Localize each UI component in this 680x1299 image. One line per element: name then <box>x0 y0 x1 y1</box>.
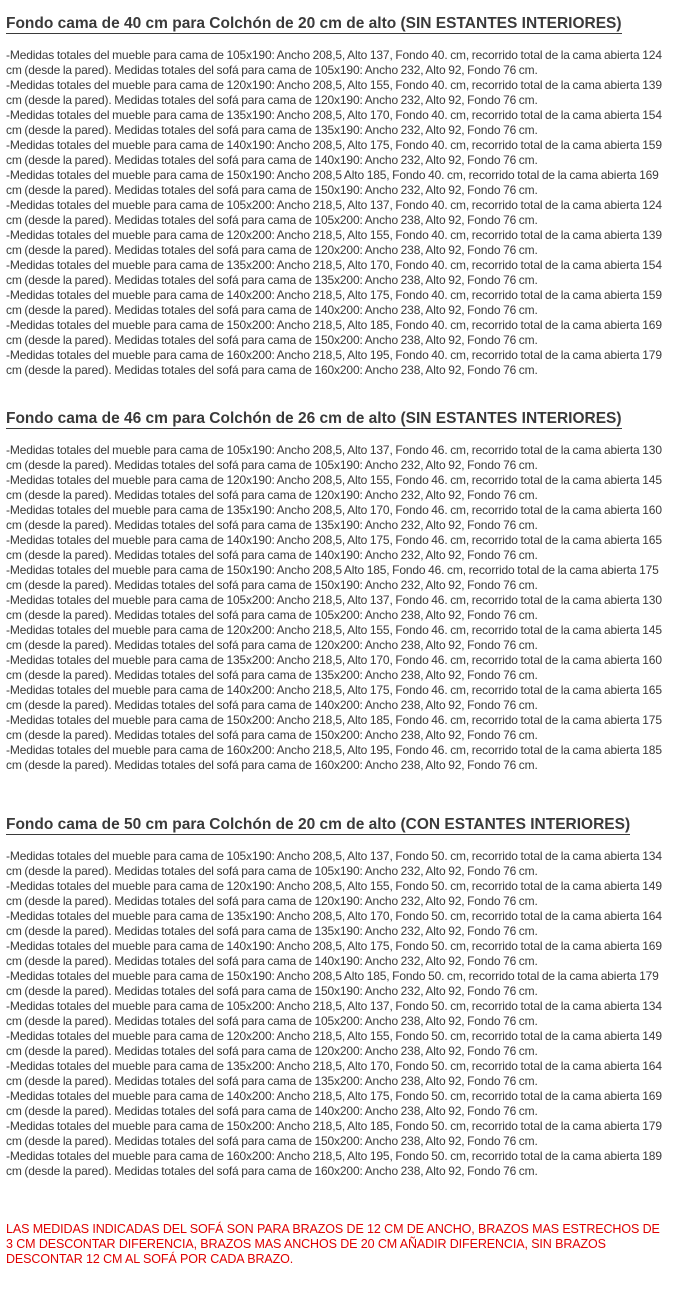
list-item: -Medidas totales del mueble para cama de 120x190: Ancho 208,5, Alto 155, Fondo 50. cm, recorrido total de la cama abierta 149 cm (desde la pared). Medidas totales del sofá para cama de 120x190: Ancho 232, Alto 92, Fondo 76 cm. <box>6 879 662 908</box>
sofa-measurements-notice: LAS MEDIDAS INDICADAS DEL SOFÁ SON PARA BRAZOS DE 12 CM DE ANCHO, BRAZOS MAS ESTRECHOS DE 3 CM DESCONTAR DIFERENCIA, BRAZOS MAS ANCHOS DE 20 CM AÑADIR DIFERENCIA, SIN BRAZOS DESCONTAR 12 CM AL SOFÁ POR CADA BRAZO. <box>6 1222 660 1266</box>
list-item: -Medidas totales del mueble para cama de 120x190: Ancho 208,5, Alto 155, Fondo 46. cm, recorrido total de la cama abierta 145 cm (desde la pared). Medidas totales del sofá para cama de 120x190: Ancho 232, Alto 92, Fondo 76 cm. <box>6 473 662 502</box>
list-item: -Medidas totales del mueble para cama de 135x200: Ancho 218,5, Alto 170, Fondo 46. cm, recorrido total de la cama abierta 160 cm (desde la pared). Medidas totales del sofá para cama de 135x200: Ancho 238, Alto 92, Fondo 76 cm. <box>6 653 662 682</box>
list-item: -Medidas totales del mueble para cama de 160x200: Ancho 218,5, Alto 195, Fondo 40. cm, recorrido total de la cama abierta 179 cm (desde la pared). Medidas totales del sofá para cama de 160x200: Ancho 238, Alto 92, Fondo 76 cm. <box>6 348 662 377</box>
list-item: -Medidas totales del mueble para cama de 140x200: Ancho 218,5, Alto 175, Fondo 46. cm, recorrido total de la cama abierta 165 cm (desde la pared). Medidas totales del sofá para cama de 140x200: Ancho 238, Alto 92, Fondo 76 cm. <box>6 683 662 712</box>
list-item: -Medidas totales del mueble para cama de 120x190: Ancho 208,5, Alto 155, Fondo 40. cm, recorrido total de la cama abierta 139 cm (desde la pared). Medidas totales del sofá para cama de 120x190: Ancho 232, Alto 92, Fondo 76 cm. <box>6 78 662 107</box>
section-40cm <box>6 14 674 378</box>
list-item: -Medidas totales del mueble para cama de 105x200: Ancho 218,5, Alto 137, Fondo 40. cm, recorrido total de la cama abierta 124 cm (desde la pared). Medidas totales del sofá para cama de 105x200: Ancho 238, Alto 92, Fondo 76 cm. <box>6 198 662 227</box>
list-item: -Medidas totales del mueble para cama de 135x190: Ancho 208,5, Alto 170, Fondo 50. cm, recorrido total de la cama abierta 164 cm (desde la pared). Medidas totales del sofá para cama de 135x190: Ancho 232, Alto 92, Fondo 76 cm. <box>6 909 662 938</box>
list-item: -Medidas totales del mueble para cama de 160x200: Ancho 218,5, Alto 195, Fondo 50. cm, recorrido total de la cama abierta 189 cm (desde la pared). Medidas totales del sofá para cama de 160x200: Ancho 238, Alto 92, Fondo 76 cm. <box>6 1149 662 1178</box>
list-item: -Medidas totales del mueble para cama de 105x190: Ancho 208,5, Alto 137, Fondo 46. cm, recorrido total de la cama abierta 130 cm (desde la pared). Medidas totales del sofá para cama de 105x190: Ancho 232, Alto 92, Fondo 76 cm. <box>6 443 662 472</box>
list-item: -Medidas totales del mueble para cama de 150x200: Ancho 218,5, Alto 185, Fondo 46. cm, recorrido total de la cama abierta 175 cm (desde la pared). Medidas totales del sofá para cama de 150x200: Ancho 238, Alto 92, Fondo 76 cm. <box>6 713 662 742</box>
entry-list <box>6 48 674 378</box>
list-item: -Medidas totales del mueble para cama de 150x190: Ancho 208,5 Alto 185, Fondo 50. cm, recorrido total de la cama abierta 179 cm (desde la pared). Medidas totales del sofá para cama de 150x190: Ancho 232, Alto 92, Fondo 76 cm. <box>6 969 659 998</box>
section-50cm <box>6 815 674 1179</box>
entry-list <box>6 849 674 1179</box>
list-item: -Medidas totales del mueble para cama de 150x190: Ancho 208,5 Alto 185, Fondo 46. cm, recorrido total de la cama abierta 175 cm (desde la pared). Medidas totales del sofá para cama de 150x190: Ancho 232, Alto 92, Fondo 76 cm. <box>6 563 659 592</box>
list-item: -Medidas totales del mueble para cama de 105x190: Ancho 208,5, Alto 137, Fondo 50. cm, recorrido total de la cama abierta 134 cm (desde la pared). Medidas totales del sofá para cama de 105x190: Ancho 232, Alto 92, Fondo 76 cm. <box>6 849 662 878</box>
section-title: Fondo cama de 50 cm para Colchón de 20 cm de alto (CON ESTANTES INTERIORES) <box>6 816 631 833</box>
section-title: Fondo cama de 46 cm para Colchón de 26 cm de alto (SIN ESTANTES INTERIORES) <box>6 410 622 427</box>
list-item: -Medidas totales del mueble para cama de 120x200: Ancho 218,5, Alto 155, Fondo 46. cm, recorrido total de la cama abierta 145 cm (desde la pared). Medidas totales del sofá para cama de 120x200: Ancho 238, Alto 92, Fondo 76 cm. <box>6 623 662 652</box>
list-item: -Medidas totales del mueble para cama de 140x190: Ancho 208,5, Alto 175, Fondo 46. cm, recorrido total de la cama abierta 165 cm (desde la pared). Medidas totales del sofá para cama de 140x190: Ancho 232, Alto 92, Fondo 76 cm. <box>6 533 662 562</box>
list-item: -Medidas totales del mueble para cama de 160x200: Ancho 218,5, Alto 195, Fondo 46. cm, recorrido total de la cama abierta 185 cm (desde la pared). Medidas totales del sofá para cama de 160x200: Ancho 238, Alto 92, Fondo 76 cm. <box>6 743 662 772</box>
list-item: -Medidas totales del mueble para cama de 140x200: Ancho 218,5, Alto 175, Fondo 40. cm, recorrido total de la cama abierta 159 cm (desde la pared). Medidas totales del sofá para cama de 140x200: Ancho 238, Alto 92, Fondo 76 cm. <box>6 288 662 317</box>
list-item: -Medidas totales del mueble para cama de 150x200: Ancho 218,5, Alto 185, Fondo 50. cm, recorrido total de la cama abierta 179 cm (desde la pared). Medidas totales del sofá para cama de 150x200: Ancho 238, Alto 92, Fondo 76 cm. <box>6 1119 662 1148</box>
list-item: -Medidas totales del mueble para cama de 135x190: Ancho 208,5, Alto 170, Fondo 46. cm, recorrido total de la cama abierta 160 cm (desde la pared). Medidas totales del sofá para cama de 135x190: Ancho 232, Alto 92, Fondo 76 cm. <box>6 503 662 532</box>
list-item: -Medidas totales del mueble para cama de 140x190: Ancho 208,5, Alto 175, Fondo 50. cm, recorrido total de la cama abierta 169 cm (desde la pared). Medidas totales del sofá para cama de 140x190: Ancho 232, Alto 92, Fondo 76 cm. <box>6 939 662 968</box>
list-item: -Medidas totales del mueble para cama de 150x200: Ancho 218,5, Alto 185, Fondo 40. cm, recorrido total de la cama abierta 169 cm (desde la pared). Medidas totales del sofá para cama de 150x200: Ancho 238, Alto 92, Fondo 76 cm. <box>6 318 662 347</box>
list-item: -Medidas totales del mueble para cama de 150x190: Ancho 208,5 Alto 185, Fondo 40. cm, recorrido total de la cama abierta 169 cm (desde la pared). Medidas totales del sofá para cama de 150x190: Ancho 232, Alto 92, Fondo 76 cm. <box>6 168 659 197</box>
list-item: -Medidas totales del mueble para cama de 105x190: Ancho 208,5, Alto 137, Fondo 40. cm, recorrido total de la cama abierta 124 cm (desde la pared). Medidas totales del sofá para cama de 105x190: Ancho 232, Alto 92, Fondo 76 cm. <box>6 48 662 77</box>
entry-list <box>6 443 674 773</box>
section-46cm <box>6 409 674 773</box>
list-item: -Medidas totales del mueble para cama de 140x190: Ancho 208,5, Alto 175, Fondo 40. cm, recorrido total de la cama abierta 159 cm (desde la pared). Medidas totales del sofá para cama de 140x190: Ancho 232, Alto 92, Fondo 76 cm. <box>6 138 662 167</box>
list-item: -Medidas totales del mueble para cama de 120x200: Ancho 218,5, Alto 155, Fondo 50. cm, recorrido total de la cama abierta 149 cm (desde la pared). Medidas totales del sofá para cama de 120x200: Ancho 238, Alto 92, Fondo 76 cm. <box>6 1029 662 1058</box>
section-title: Fondo cama de 40 cm para Colchón de 20 cm de alto (SIN ESTANTES INTERIORES) <box>6 15 622 32</box>
list-item: -Medidas totales del mueble para cama de 105x200: Ancho 218,5, Alto 137, Fondo 50. cm, recorrido total de la cama abierta 134 cm (desde la pared). Medidas totales del sofá para cama de 105x200: Ancho 238, Alto 92, Fondo 76 cm. <box>6 999 662 1028</box>
list-item: -Medidas totales del mueble para cama de 120x200: Ancho 218,5, Alto 155, Fondo 40. cm, recorrido total de la cama abierta 139 cm (desde la pared). Medidas totales del sofá para cama de 120x200: Ancho 238, Alto 92, Fondo 76 cm. <box>6 228 662 257</box>
list-item: -Medidas totales del mueble para cama de 135x200: Ancho 218,5, Alto 170, Fondo 50. cm, recorrido total de la cama abierta 164 cm (desde la pared). Medidas totales del sofá para cama de 135x200: Ancho 238, Alto 92, Fondo 76 cm. <box>6 1059 662 1088</box>
list-item: -Medidas totales del mueble para cama de 105x200: Ancho 218,5, Alto 137, Fondo 46. cm, recorrido total de la cama abierta 130 cm (desde la pared). Medidas totales del sofá para cama de 105x200: Ancho 238, Alto 92, Fondo 76 cm. <box>6 593 662 622</box>
list-item: -Medidas totales del mueble para cama de 135x190: Ancho 208,5, Alto 170, Fondo 40. cm, recorrido total de la cama abierta 154 cm (desde la pared). Medidas totales del sofá para cama de 135x190: Ancho 232, Alto 92, Fondo 76 cm. <box>6 108 662 137</box>
list-item: -Medidas totales del mueble para cama de 135x200: Ancho 218,5, Alto 170, Fondo 40. cm, recorrido total de la cama abierta 154 cm (desde la pared). Medidas totales del sofá para cama de 135x200: Ancho 238, Alto 92, Fondo 76 cm. <box>6 258 662 287</box>
list-item: -Medidas totales del mueble para cama de 140x200: Ancho 218,5, Alto 175, Fondo 50. cm, recorrido total de la cama abierta 169 cm (desde la pared). Medidas totales del sofá para cama de 140x200: Ancho 238, Alto 92, Fondo 76 cm. <box>6 1089 662 1118</box>
